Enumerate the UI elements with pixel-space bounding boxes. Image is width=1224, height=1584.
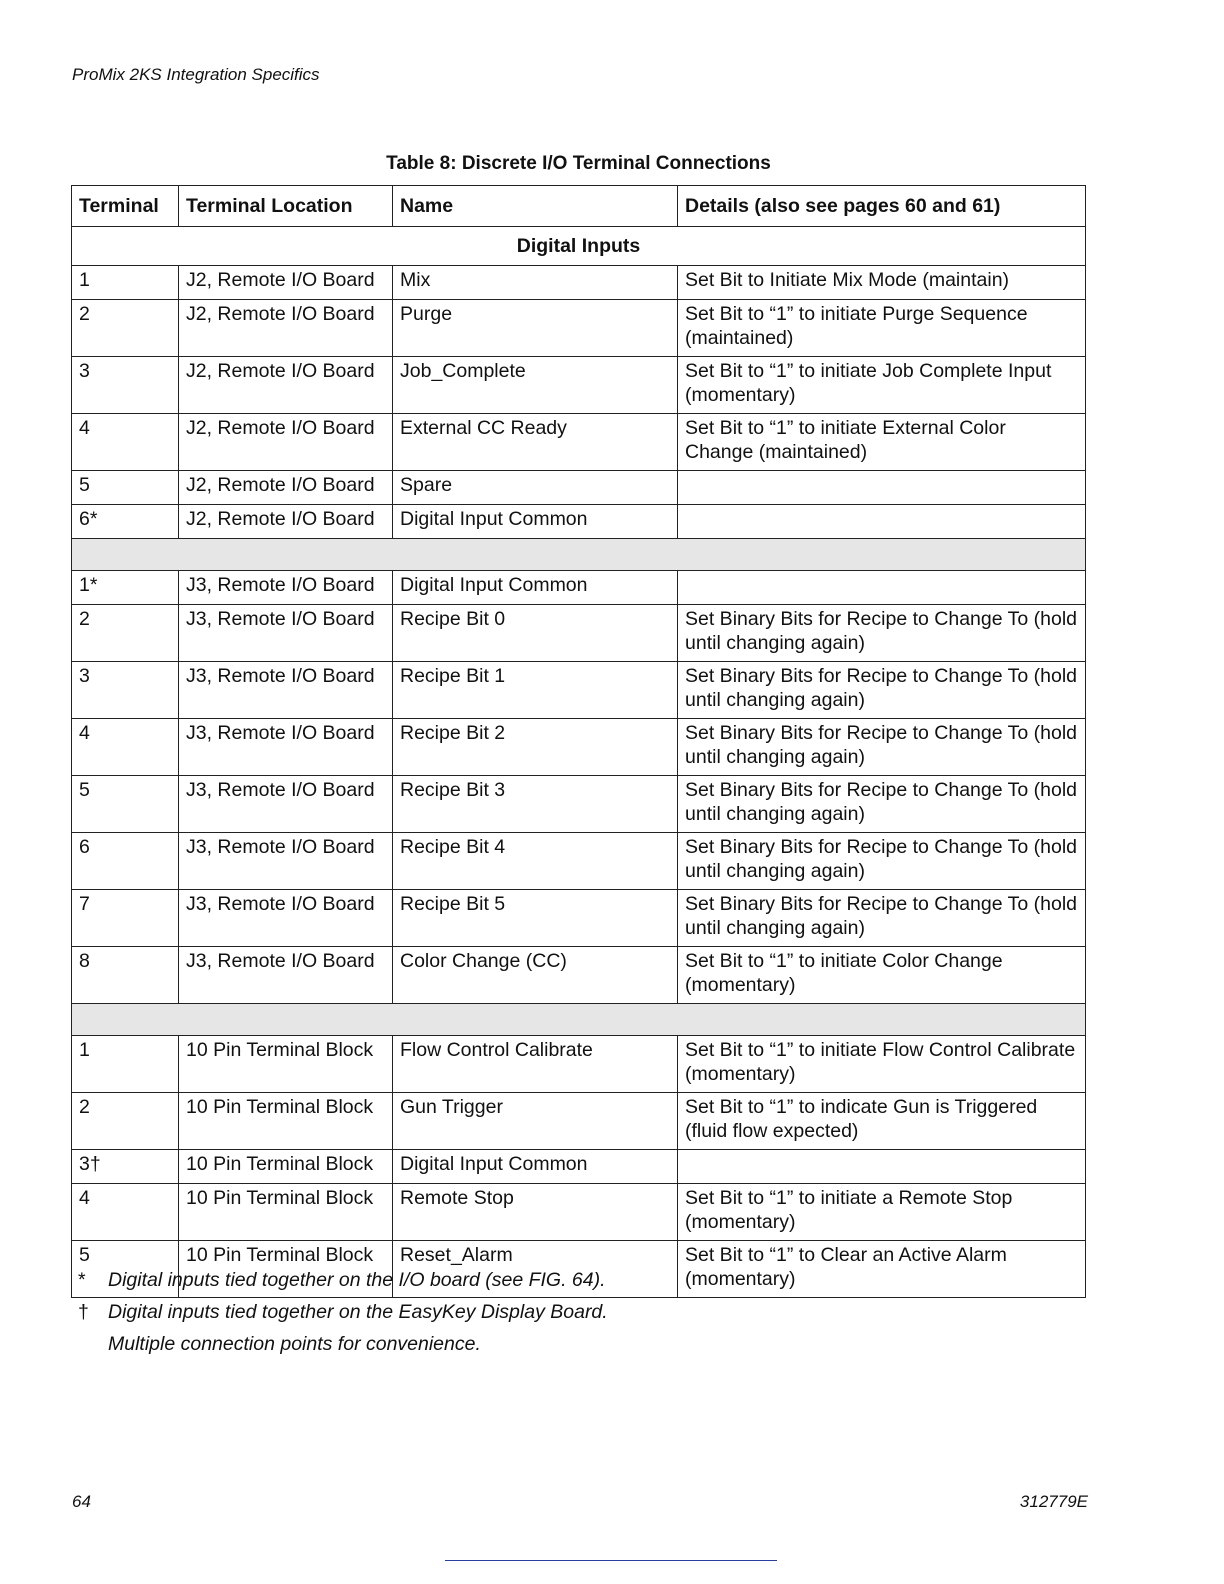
terminal-location-cell: J2, Remote I/O Board (179, 266, 393, 300)
terminal-location-cell: J3, Remote I/O Board (179, 890, 393, 947)
table-row (72, 605, 1086, 662)
terminal-cell: 4 (72, 1184, 179, 1241)
name-cell: Job_Complete (393, 357, 678, 414)
running-head: ProMix 2KS Integration Specifics (72, 65, 320, 84)
terminal-cell: 7 (72, 890, 179, 947)
terminal-location-cell: J3, Remote I/O Board (179, 571, 393, 605)
terminal-cell: 2 (72, 605, 179, 662)
terminal-location-cell: J2, Remote I/O Board (179, 300, 393, 357)
name-cell: Recipe Bit 5 (393, 890, 678, 947)
details-cell: Set Bit to “1” to initiate a Remote Stop (momentary) (678, 1184, 1086, 1241)
footnote (72, 1264, 608, 1296)
discrete-io-table (71, 185, 1086, 1298)
column-header-name: Name (393, 186, 678, 227)
terminal-cell: 1 (72, 1036, 179, 1093)
name-cell: Recipe Bit 1 (393, 662, 678, 719)
terminal-location-cell: 10 Pin Terminal Block (179, 1150, 393, 1184)
column-header-details: Details (also see pages 60 and 61) (678, 186, 1086, 227)
terminal-cell: 6* (72, 505, 179, 539)
details-cell: Set Bit to “1” to initiate Purge Sequence (maintained) (678, 300, 1086, 357)
terminal-location-cell: J3, Remote I/O Board (179, 605, 393, 662)
details-cell (678, 471, 1086, 505)
details-cell: Set Bit to “1” to initiate External Color Change (maintained) (678, 414, 1086, 471)
terminal-location-cell: J3, Remote I/O Board (179, 776, 393, 833)
section-row (72, 227, 1086, 266)
footnote (72, 1328, 608, 1360)
footnote-text: Multiple connection points for convenience. (108, 1333, 481, 1355)
group-separator-row (72, 539, 1086, 571)
details-cell: Set Bit to “1” to Clear an Active Alarm (momentary) (678, 1241, 1086, 1298)
details-cell: Set Bit to “1” to initiate Job Complete Input (momentary) (678, 357, 1086, 414)
name-cell: Recipe Bit 4 (393, 833, 678, 890)
name-cell: Recipe Bit 3 (393, 776, 678, 833)
footnote-text: Digital inputs tied together on the I/O board (see FIG. 64). (108, 1269, 606, 1291)
details-cell: Set Binary Bits for Recipe to Change To (hold until changing again) (678, 605, 1086, 662)
footnote-text: Digital inputs tied together on the EasyKey Display Board. (108, 1301, 608, 1323)
table-row (72, 1093, 1086, 1150)
terminal-cell: 5 (72, 471, 179, 505)
table-row (72, 1036, 1086, 1093)
name-cell: Flow Control Calibrate (393, 1036, 678, 1093)
terminal-location-cell: J2, Remote I/O Board (179, 357, 393, 414)
table-row (72, 947, 1086, 1004)
terminal-location-cell: 10 Pin Terminal Block (179, 1093, 393, 1150)
column-header-terminal: Terminal (72, 186, 179, 227)
terminal-cell: 4 (72, 414, 179, 471)
section-label: Digital Inputs (72, 227, 1086, 266)
name-cell: Mix (393, 266, 678, 300)
terminal-cell: 3 (72, 357, 179, 414)
terminal-cell: 3 (72, 662, 179, 719)
terminal-location-cell: J3, Remote I/O Board (179, 833, 393, 890)
table-row (72, 571, 1086, 605)
details-cell: Set Binary Bits for Recipe to Change To (hold until changing again) (678, 890, 1086, 947)
footnotes (72, 1264, 608, 1360)
group-separator (72, 539, 1086, 571)
terminal-location-cell: 10 Pin Terminal Block (179, 1241, 393, 1298)
details-cell: Set Bit to “1” to indicate Gun is Triggered (fluid flow expected) (678, 1093, 1086, 1150)
terminal-location-cell: J2, Remote I/O Board (179, 505, 393, 539)
bottom-rule (445, 1560, 777, 1561)
table-row (72, 357, 1086, 414)
page-number: 64 (72, 1492, 91, 1511)
details-cell (678, 571, 1086, 605)
table-row (72, 833, 1086, 890)
terminal-cell: 3† (72, 1150, 179, 1184)
details-cell (678, 1150, 1086, 1184)
details-cell: Set Bit to Initiate Mix Mode (maintain) (678, 266, 1086, 300)
name-cell: Spare (393, 471, 678, 505)
column-header-terminal-location: Terminal Location (179, 186, 393, 227)
terminal-location-cell: 10 Pin Terminal Block (179, 1036, 393, 1093)
terminal-location-cell: J3, Remote I/O Board (179, 662, 393, 719)
table-header-row (72, 186, 1086, 227)
terminal-cell: 4 (72, 719, 179, 776)
name-cell: Gun Trigger (393, 1093, 678, 1150)
footnote-mark: * (78, 1269, 86, 1291)
terminal-cell: 2 (72, 1093, 179, 1150)
terminal-location-cell: 10 Pin Terminal Block (179, 1184, 393, 1241)
terminal-cell: 2 (72, 300, 179, 357)
name-cell: Digital Input Common (393, 505, 678, 539)
group-separator-row (72, 1004, 1086, 1036)
terminal-cell: 5 (72, 776, 179, 833)
details-cell (678, 505, 1086, 539)
terminal-cell: 6 (72, 833, 179, 890)
terminal-location-cell: J2, Remote I/O Board (179, 414, 393, 471)
name-cell: Reset_Alarm (393, 1241, 678, 1298)
name-cell: Purge (393, 300, 678, 357)
table-row (72, 890, 1086, 947)
details-cell: Set Bit to “1” to initiate Color Change (momentary) (678, 947, 1086, 1004)
table-row (72, 300, 1086, 357)
footnote (72, 1296, 608, 1328)
name-cell: External CC Ready (393, 414, 678, 471)
table-body (72, 227, 1086, 1298)
details-cell: Set Binary Bits for Recipe to Change To (hold until changing again) (678, 719, 1086, 776)
table-title: Table 8: Discrete I/O Terminal Connections (386, 153, 771, 174)
table-row (72, 719, 1086, 776)
table-row (72, 776, 1086, 833)
table-row (72, 1150, 1086, 1184)
name-cell: Digital Input Common (393, 1150, 678, 1184)
details-cell: Set Binary Bits for Recipe to Change To (hold until changing again) (678, 776, 1086, 833)
terminal-cell: 5 (72, 1241, 179, 1298)
name-cell: Recipe Bit 2 (393, 719, 678, 776)
footnote-mark: † (78, 1301, 89, 1323)
terminal-location-cell: J3, Remote I/O Board (179, 947, 393, 1004)
details-cell: Set Binary Bits for Recipe to Change To (hold until changing again) (678, 662, 1086, 719)
group-separator (72, 1004, 1086, 1036)
table-row (72, 471, 1086, 505)
terminal-location-cell: J3, Remote I/O Board (179, 719, 393, 776)
document-number: 312779E (1019, 1492, 1088, 1511)
terminal-cell: 1* (72, 571, 179, 605)
name-cell: Digital Input Common (393, 571, 678, 605)
table-row (72, 266, 1086, 300)
details-cell: Set Binary Bits for Recipe to Change To (hold until changing again) (678, 833, 1086, 890)
footnote-mark (72, 1328, 108, 1360)
terminal-location-cell: J2, Remote I/O Board (179, 471, 393, 505)
table-row (72, 662, 1086, 719)
table-row (72, 1184, 1086, 1241)
table-row (72, 414, 1086, 471)
terminal-cell: 8 (72, 947, 179, 1004)
name-cell: Remote Stop (393, 1184, 678, 1241)
details-cell: Set Bit to “1” to initiate Flow Control Calibrate (momentary) (678, 1036, 1086, 1093)
terminal-cell: 1 (72, 266, 179, 300)
table-row (72, 505, 1086, 539)
name-cell: Color Change (CC) (393, 947, 678, 1004)
name-cell: Recipe Bit 0 (393, 605, 678, 662)
